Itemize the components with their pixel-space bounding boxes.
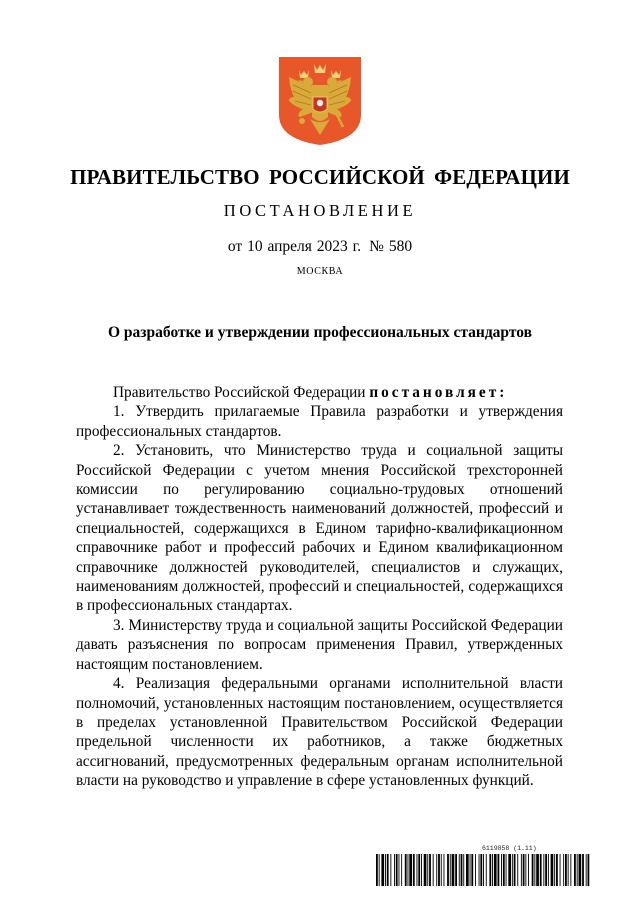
barcode-code: 6119858 (1.11) (482, 845, 537, 852)
paragraph-3: 3. Министерству труда и социальной защиты Российской Федерации давать разъяснения по вопросам применения Правил, утвержденных настоящим постановлением. (76, 616, 563, 673)
intro-keyword: постановляет: (369, 384, 508, 401)
paragraph-1: 1. Утвердить прилагаемые Правила разработки и утверждения профессиональных стандартов. (76, 403, 563, 440)
decree-type: ПОСТАНОВЛЕНИЕ (223, 201, 417, 220)
coat-of-arms-emblem-icon (277, 55, 363, 147)
document-heading: О разработке и утверждении профессиональных стандартов (108, 324, 532, 341)
government-title: ПРАВИТЕЛЬСТВО РОССИЙСКОЙ ФЕДЕРАЦИИ (70, 165, 570, 189)
barcode-block (376, 845, 590, 887)
intro-paragraph (76, 383, 563, 402)
paragraph-4: 4. Реализация федеральными органами исполнительной власти полномочий, установленных настоящим постановлением, осуществляется в пределах установленной Правительством Российской Федерации предельной численности их работников, а также бюджетных ассигнований, предусмотренных федеральным органам исполнительной власти на руководство и управление в сфере установленных функций. (76, 675, 563, 790)
decree-date: от 10 апреля 2023 г. (227, 238, 362, 255)
decree-number: № 580 (369, 238, 413, 255)
decree-date-line (0, 238, 640, 256)
paragraph-2: 2. Установить, что Министерство труда и социальной защиты Российской Федерации с учетом мнения Российской трехсторонней комиссии по регулированию социально-трудовых отношений устанавливает тождественность наименований должностей, профессий и специальностей, содержащихся в Едином тарифно-квалификационном справочнике работ и профессий рабочих и Едином квалификационном справочнике должностей руководителей, специалистов и служащих, наименованиям должностей, профессий и специальностей, содержащихся в профессиональных стандартах. (76, 442, 563, 615)
barcode-icon (376, 854, 590, 886)
intro-prefix: Правительство Российской Федерации (113, 384, 370, 401)
document-body (76, 383, 563, 791)
decree-city: МОСКВА (296, 266, 344, 277)
